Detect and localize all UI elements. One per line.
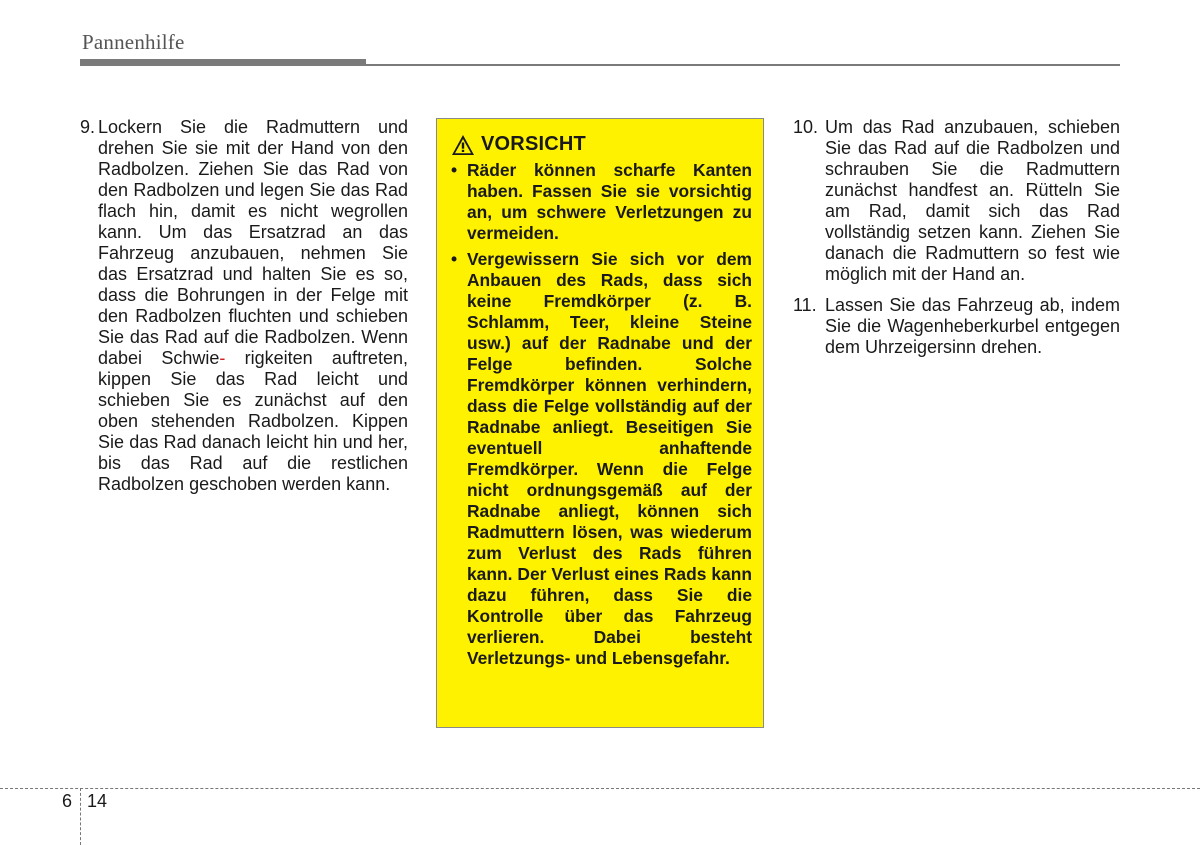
caution-title: VORSICHT <box>481 133 586 155</box>
header-rule-thick <box>80 59 366 66</box>
footer-divider <box>80 788 81 845</box>
step-11 <box>793 295 1120 358</box>
caution-bullet-text: Räder können scharfe Kanten haben. Fassen Sie sie vorsichtig an, um schwere Verletzungen zu vermeiden. <box>467 160 752 243</box>
caution-bullet <box>451 160 752 244</box>
caution-bullet <box>451 249 752 669</box>
page-header-title: Pannenhilfe <box>82 30 185 54</box>
chapter-number: 6 <box>62 791 73 811</box>
step-text: Um das Rad anzubauen, schieben Sie das Rad auf die Radbolzen und schrauben Sie die Radmuttern zunächst handfest an. Rütteln Sie am Rad, damit sich das Rad vollständig setzen kann. Ziehen Sie danach die Radmuttern so fest wie möglich mit der Hand an. <box>825 117 1120 284</box>
right-column <box>793 117 1120 358</box>
step-text: Lassen Sie das Fahrzeug ab, indem Sie die Wagenheberkurbel entgegen dem Uhrzeigersinn drehen. <box>825 295 1120 357</box>
caution-bullet-text: Vergewissern Sie sich vor dem Anbauen des Rads, dass sich keine Fremdkörper (z. B. Schlamm, Teer, kleine Steine usw.) auf der Radnabe und der Felge befinden. Solche Fremdkörper können verhindern, dass die Felge vollständig auf der Radnabe anliegt. Beseitigen Sie eventuell anhaftende Fremdkörper. Wenn die Felge nicht ordnungsgemäß auf der Radnabe anliegt, können sich Radmuttern lösen, was wiederum zum Verlust des Rads führen kann. Der Verlust eines Rads kann dazu führen, dass Sie die Kontrolle über das Fahrzeug verlieren. Dabei besteht Verletzungs- und Lebensgefahr. <box>467 249 752 668</box>
warning-triangle-icon <box>451 134 475 156</box>
step-9 <box>80 117 408 495</box>
step-number: 10. <box>793 117 819 137</box>
caution-header <box>451 133 752 156</box>
step-number: 9. <box>80 117 96 137</box>
step-number: 11. <box>793 295 817 315</box>
bullet-dot: • <box>451 160 458 180</box>
header-rule-thin <box>366 64 1120 66</box>
left-column <box>80 117 408 495</box>
page-number: 14 <box>87 791 108 811</box>
step-text-part-2: rigkeiten auftreten, kippen Sie das Rad leicht und schieben Sie es zunächst auf den oben stehenden Radbolzen. Kippen Sie das Rad danach leicht hin und her, bis das Rad auf die restlichen Radbolzen geschoben werden kann. <box>98 348 408 494</box>
caution-box <box>436 118 764 728</box>
footer-rule <box>0 788 1200 789</box>
bullet-dot: • <box>451 249 458 269</box>
hyphen-mark: - <box>219 348 226 368</box>
step-10 <box>793 117 1120 285</box>
step-text <box>98 117 408 495</box>
step-text-part-1: Lockern Sie die Radmuttern und drehen Sie sie mit der Hand von den Radbolzen. Ziehen Sie das Rad von den Radbolzen und legen Sie das Rad flach hin, damit es nicht wegrollen kann. Um das Ersatzrad an das Fahrzeug anzubauen, nehmen Sie das Ersatzrad und halten Sie es so, dass die Bohrungen in der Felge mit den Radbolzen fluchten und schieben Sie das Rad auf die Radbolzen. Wenn dabei Schwie <box>98 117 408 368</box>
